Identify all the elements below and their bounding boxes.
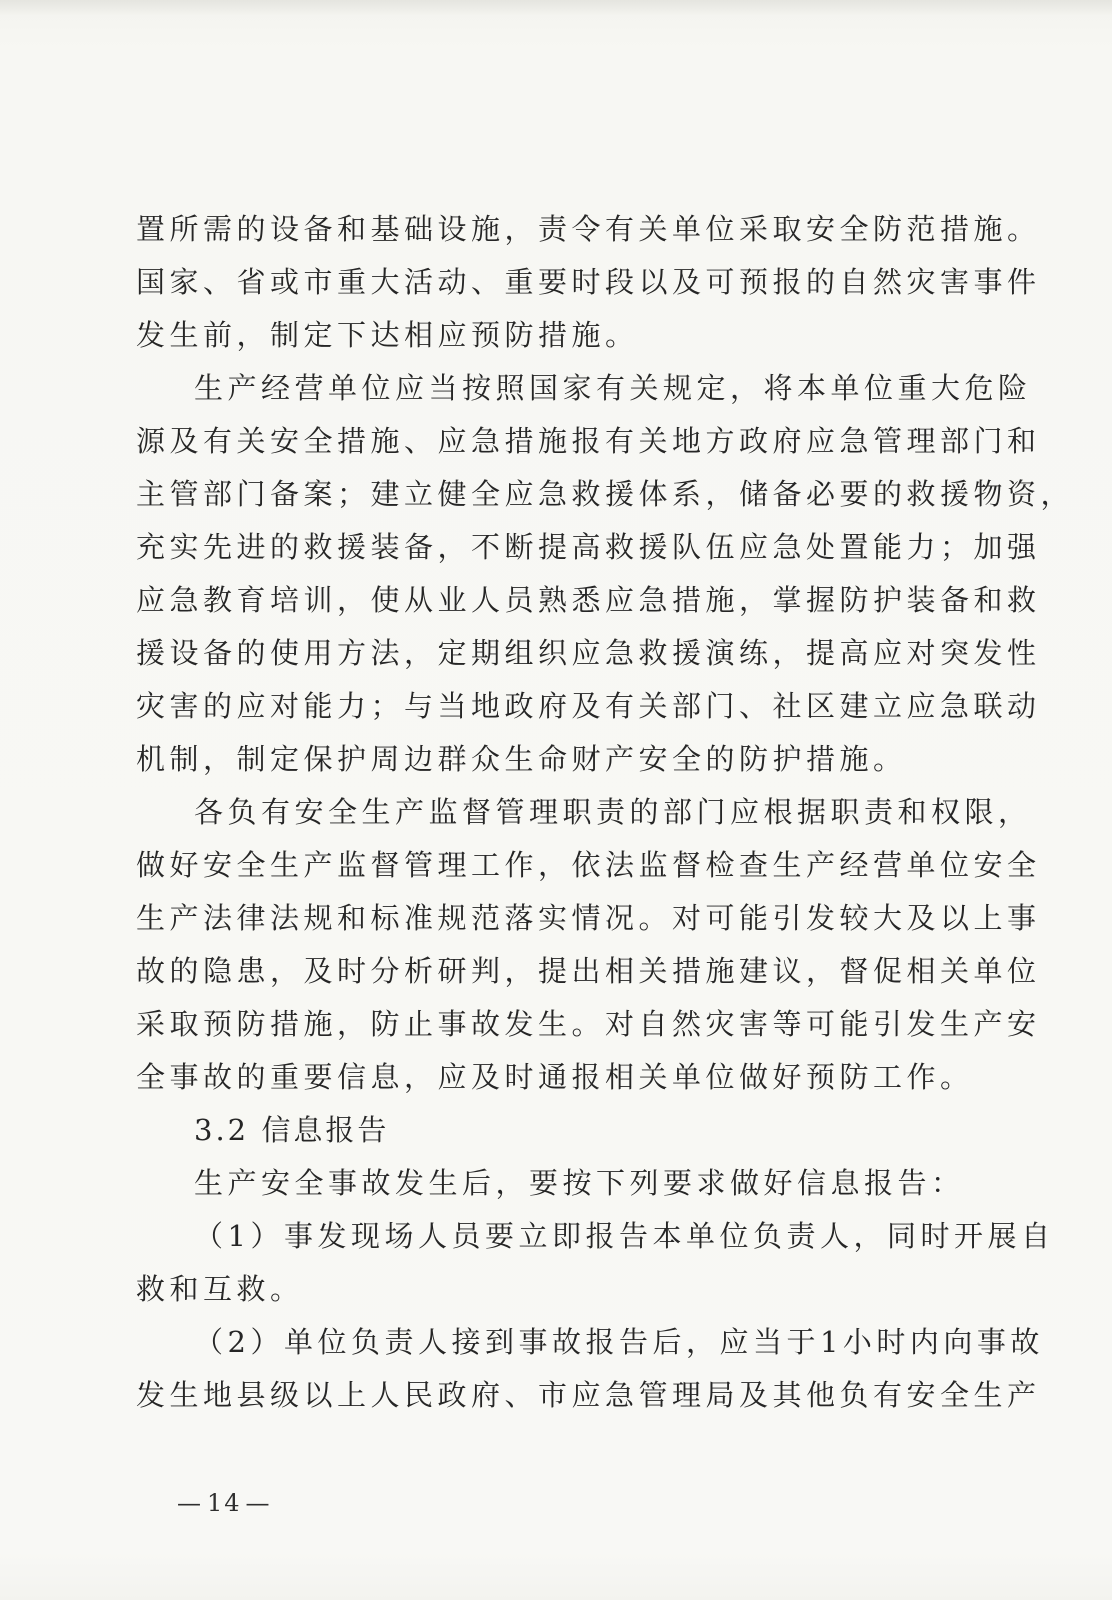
footer-dash-left: — (177, 1489, 203, 1517)
section-heading: 3.2 信息报告 (194, 1113, 390, 1147)
text-line: 置所需的设备和基础设施，责令有关单位采取安全防范措施。 (136, 212, 1041, 246)
footer-dash-right: — (245, 1489, 272, 1517)
text-line: 采取预防措施，防止事故发生。对自然灾害等可能引发生产安 (136, 1007, 1041, 1041)
page-number: 14 (207, 1489, 242, 1517)
text-line: 做好安全生产监督管理工作，依法监督检查生产经营单位安全 (136, 848, 1041, 882)
text-line: 发生地县级以上人民政府、市应急管理局及其他负有安全生产 (136, 1378, 1041, 1412)
text-line: 发生前，制定下达相应预防措施。 (136, 318, 639, 352)
text-line: 国家、省或市重大活动、重要时段以及可预报的自然灾害事件 (136, 265, 1041, 299)
text-line: 故的隐患，及时分析研判，提出相关措施建议，督促相关单位 (136, 954, 1041, 988)
text-line: 主管部门备案；建立健全应急救援体系，储备必要的救援物资， (136, 477, 1075, 511)
paragraph-first-line: 生产安全事故发生后，要按下列要求做好信息报告： (194, 1166, 965, 1200)
text-line: 充实先进的救援装备，不断提高救援队伍应急处置能力；加强 (136, 530, 1041, 564)
paragraph-first-line: 各负有安全生产监督管理职责的部门应根据职责和权限， (194, 795, 1032, 829)
text-line: 援设备的使用方法，定期组织应急救援演练，提高应对突发性 (136, 636, 1041, 670)
text-line: 应急教育培训，使从业人员熟悉应急措施，掌握防护装备和救 (136, 583, 1041, 617)
page-footer (173, 1486, 276, 1520)
text-line: 全事故的重要信息，应及时通报相关单位做好预防工作。 (136, 1060, 974, 1094)
text-line: 源及有关安全措施、应急措施报有关地方政府应急管理部门和 (136, 424, 1041, 458)
text-line: 救和互救。 (136, 1272, 304, 1306)
text-line: 机制，制定保护周边群众生命财产安全的防护措施。 (136, 742, 907, 776)
text-line: 生产法律法规和标准规范落实情况。对可能引发较大及以上事 (136, 901, 1041, 935)
text-line: 灾害的应对能力；与当地政府及有关部门、社区建立应急联动 (136, 689, 1041, 723)
paragraph-first-line: 生产经营单位应当按照国家有关规定，将本单位重大危险 (194, 371, 1032, 405)
scan-edge-shadow (0, 0, 1112, 16)
list-item-1: （1）事发现场人员要立即报告本单位负责人，同时开展自 (194, 1219, 1055, 1253)
list-item-2: （2）单位负责人接到事故报告后，应当于1小时内向事故 (194, 1325, 1044, 1359)
